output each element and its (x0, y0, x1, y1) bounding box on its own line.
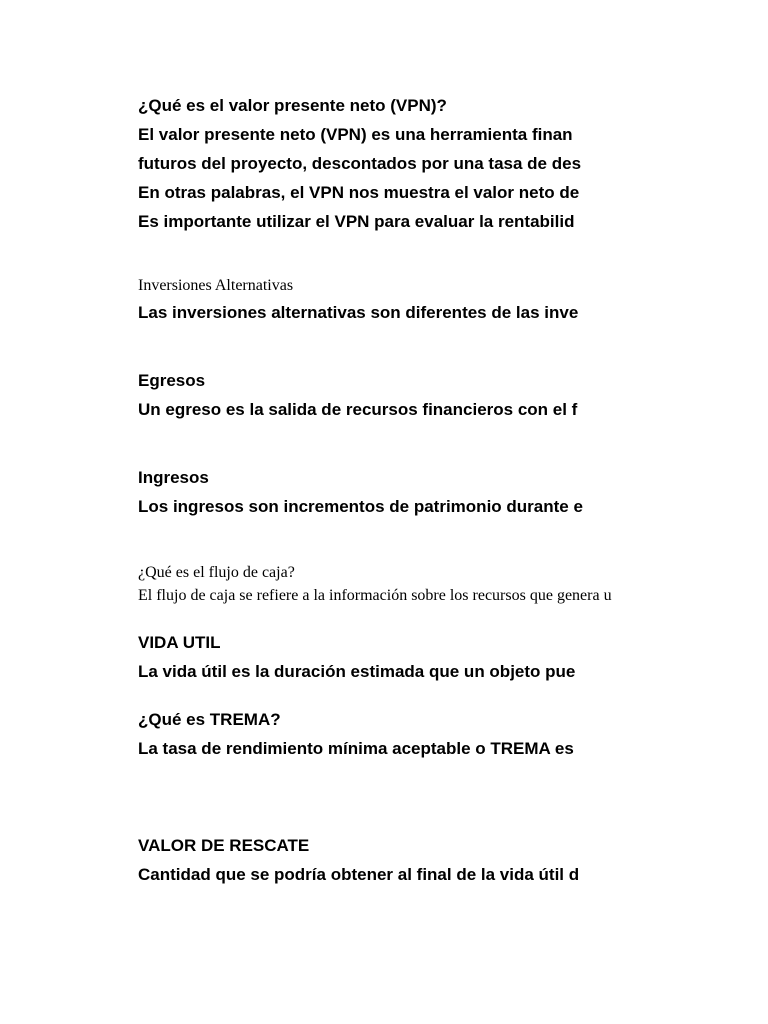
vpn-line-1: El valor presente neto (VPN) es una herramienta finan (138, 125, 573, 144)
vpn-line-2: futuros del proyecto, descontados por una tasa de des (138, 154, 582, 173)
ingresos-line: Los ingresos son incrementos de patrimonio durante e (138, 497, 583, 516)
vida-util-heading: VIDA UTIL (138, 633, 221, 652)
inversiones-body-block (138, 298, 658, 327)
trema-heading: ¿Qué es TREMA? (138, 710, 281, 729)
vpn-section (138, 91, 658, 236)
flujo-section (138, 561, 658, 607)
rescate-heading: VALOR DE RESCATE (138, 836, 310, 855)
egresos-line: Un egreso es la salida de recursos financieros con el f (138, 400, 578, 419)
rescate-line: Cantidad que se podría obtener al final de la vida útil d (138, 865, 580, 884)
rescate-section (138, 831, 658, 889)
flujo-line: El flujo de caja se refiere a la información sobre los recursos que genera u (138, 587, 612, 604)
vpn-line-3: En otras palabras, el VPN nos muestra el valor neto de (138, 183, 580, 202)
egresos-heading: Egresos (138, 371, 206, 390)
vida-util-line: La vida útil es la duración estimada que un objeto pue (138, 662, 576, 681)
vpn-line-4: Es importante utilizar el VPN para evaluar la rentabilid (138, 212, 575, 231)
inversiones-heading: Inversiones Alternativas (138, 277, 294, 294)
trema-line: La tasa de rendimiento mínima aceptable o TREMA es (138, 739, 574, 758)
egresos-section (138, 366, 658, 424)
ingresos-heading: Ingresos (138, 468, 209, 487)
inversiones-line: Las inversiones alternativas son diferentes de las inve (138, 303, 579, 322)
ingresos-section (138, 463, 658, 521)
flujo-heading: ¿Qué es el flujo de caja? (138, 564, 295, 581)
inversiones-heading-block (138, 274, 658, 297)
trema-section (138, 705, 658, 763)
vida-util-section (138, 628, 658, 686)
vpn-heading: ¿Qué es el valor presente neto (VPN)? (138, 96, 447, 115)
